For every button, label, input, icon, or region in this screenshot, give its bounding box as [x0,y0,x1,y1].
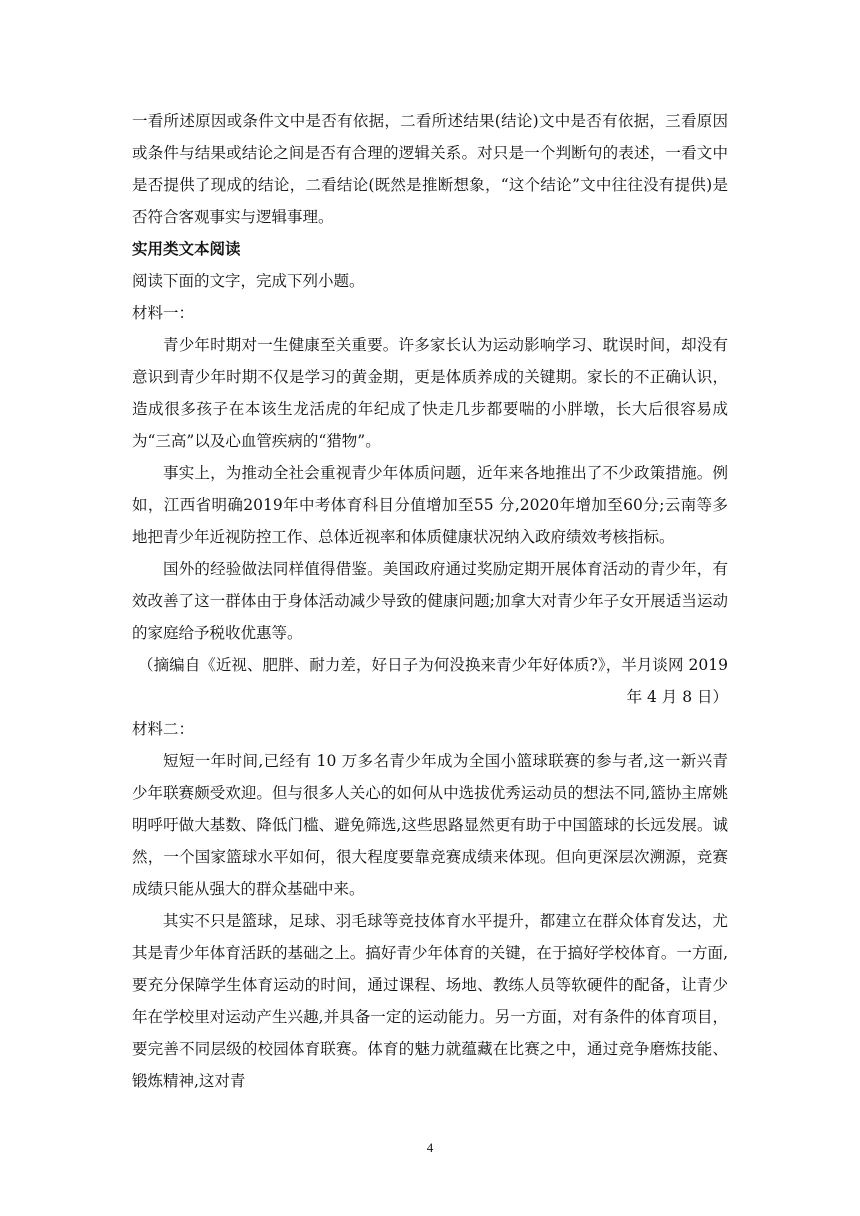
material1-source: （摘编自《近视、肥胖、耐力差，好日子为何没换来青少年好体质?》，半月谈网 2019 年 4 月 8 日） [138,656,728,706]
material2-label: 材料二： [132,720,195,738]
material1-paragraph-3: 国外的经验做法同样值得借鉴。美国政府通过奖励定期开展体育活动的青少年，有效改善了这一群体由于身体活动减少导致的健康问题;加拿大对青少年子女开展适当运动的家庭给予税收优惠等。 [132,560,728,642]
document-body [132,105,728,1097]
material1-paragraph-2: 事实上，为推动全社会重视青少年体质问题，近年来各地推出了不少政策措施。例如，江西省明确2019年中考体育科目分值增加至55 分,2020年增加至60分;云南等多地把青少年近视防控工作、总体近视率和体质健康状况纳入政府绩效考核指标。 [132,464,728,546]
material1-label: 材料一： [132,304,195,322]
instruction: 阅读下面的文字，完成下列小题。 [132,272,365,290]
intro-paragraph: 一看所述原因或条件文中是否有依据，二看所述结果(结论)文中是否有依据，三看原因或条件与结果或结论之间是否有合理的逻辑关系。对只是一个判断句的表述，一看文中是否提供了现成的结论，二看结论(既然是推断想象，“这个结论”文中往往没有提供)是否符合客观事实与逻辑事理。 [132,112,728,226]
page-number: 4 [426,1140,434,1155]
section-title: 实用类文本阅读 [132,240,241,258]
material2-paragraph-1: 短短一年时间,已经有 10 万多名青少年成为全国小篮球联赛的参与者,这一新兴青少年联赛颇受欢迎。但与很多人关心的如何从中选拔优秀运动员的想法不同,篮协主席姚明呼吁做大基数、降低门槛、避免筛选,这些思路显然更有助于中国篮球的长远发展。诚然，一个国家篮球水平如何，很大程度要靠竞赛成绩来体现。但向更深层次溯源，竞赛成绩只能从强大的群众基础中来。 [132,752,728,898]
material1-paragraph-1: 青少年时期对一生健康至关重要。许多家长认为运动影响学习、耽误时间，却没有意识到青少年时期不仅是学习的黄金期，更是体质养成的关键期。家长的不正确认识，造成很多孩子在本该生龙活虎的年纪成了快走几步都要喘的小胖墩，长大后很容易成为“三高”以及心血管疾病的“猎物”。 [132,336,728,450]
material2-paragraph-2: 其实不只是篮球，足球、羽毛球等竞技体育水平提升，都建立在群众体育发达，尤其是青少年体育活跃的基础之上。搞好青少年体育的关键，在于搞好学校体育。一方面,要充分保障学生体育运动的时间，通过课程、场地、教练人员等软硬件的配备，让青少年在学校里对运动产生兴趣,并具备一定的运动能力。另一方面，对有条件的体育项目，要完善不同层级的校园体育联赛。体育的魅力就蕴藏在比赛之中，通过竞争磨炼技能、锻炼精神,这对青 [132,912,728,1090]
